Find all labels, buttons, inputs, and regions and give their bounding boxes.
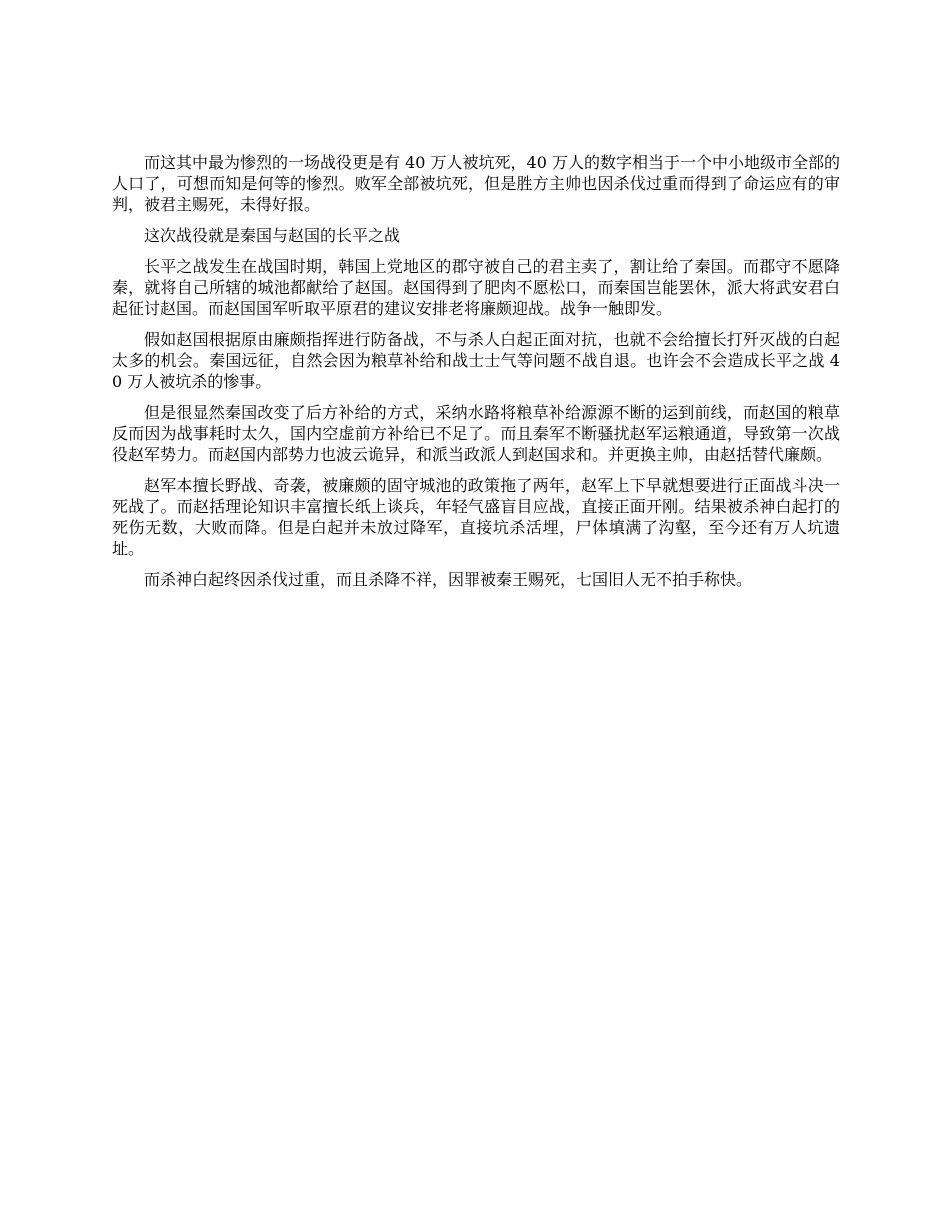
paragraph-5: 但是很显然秦国改变了后方补给的方式，采纳水路将粮草补给源源不断的运到前线，而赵国的粮草反而因为战事耗时太久，国内空虚前方补给已不足了。而且秦军不断骚扰赵军运粮通道，导致第一次战役赵军势力。而赵国内部势力也波云诡异，和派当政派人到赵国求和。并更换主帅，由赵括替代廉颇。 xyxy=(112,403,840,464)
paragraph-3: 长平之战发生在战国时期，韩国上党地区的郡守被自己的君主卖了，割让给了秦国。而郡守不愿降秦，就将自己所辖的城池都献给了赵国。赵国得到了肥肉不愿松口，而秦国岂能罢休，派大将武安君白起征讨赵国。而赵国国军听取平原君的建议安排老将廉颇迎战。战争一触即发。 xyxy=(112,257,840,318)
paragraph-6: 赵军本擅长野战、奇袭，被廉颇的固守城池的政策拖了两年，赵军上下早就想要进行正面战斗决一死战了。而赵括理论知识丰富擅长纸上谈兵，年轻气盛盲目应战，直接正面开刚。结果被杀神白起打的死伤无数，大败而降。但是白起并未放过降军，直接坑杀活埋，尸体填满了沟壑，至今还有万人坑遗址。 xyxy=(112,476,840,558)
paragraph-7: 而杀神白起终因杀伐过重，而且杀降不祥，因罪被秦王赐死，七国旧人无不拍手称快。 xyxy=(144,570,753,589)
paragraph-2: 这次战役就是秦国与赵国的长平之战 xyxy=(144,226,401,245)
paragraph-4: 假如赵国根据原由廉颇指挥进行防备战，不与杀人白起正面对抗，也就不会给擅长打歼灭战的白起太多的机会。秦国远征，自然会因为粮草补给和战士士气等问题不战自退。也许会不会造成长平之战 40 万人被坑杀的惨事。 xyxy=(112,330,840,391)
document-body xyxy=(112,152,840,600)
paragraph-1: 而这其中最为惨烈的一场战役更是有 40 万人被坑死，40 万人的数字相当于一个中小地级市全部的人口了，可想而知是何等的惨烈。败军全部被坑死，但是胜方主帅也因杀伐过重而得到了命运应有的审判，被君主赐死，未得好报。 xyxy=(112,153,840,214)
